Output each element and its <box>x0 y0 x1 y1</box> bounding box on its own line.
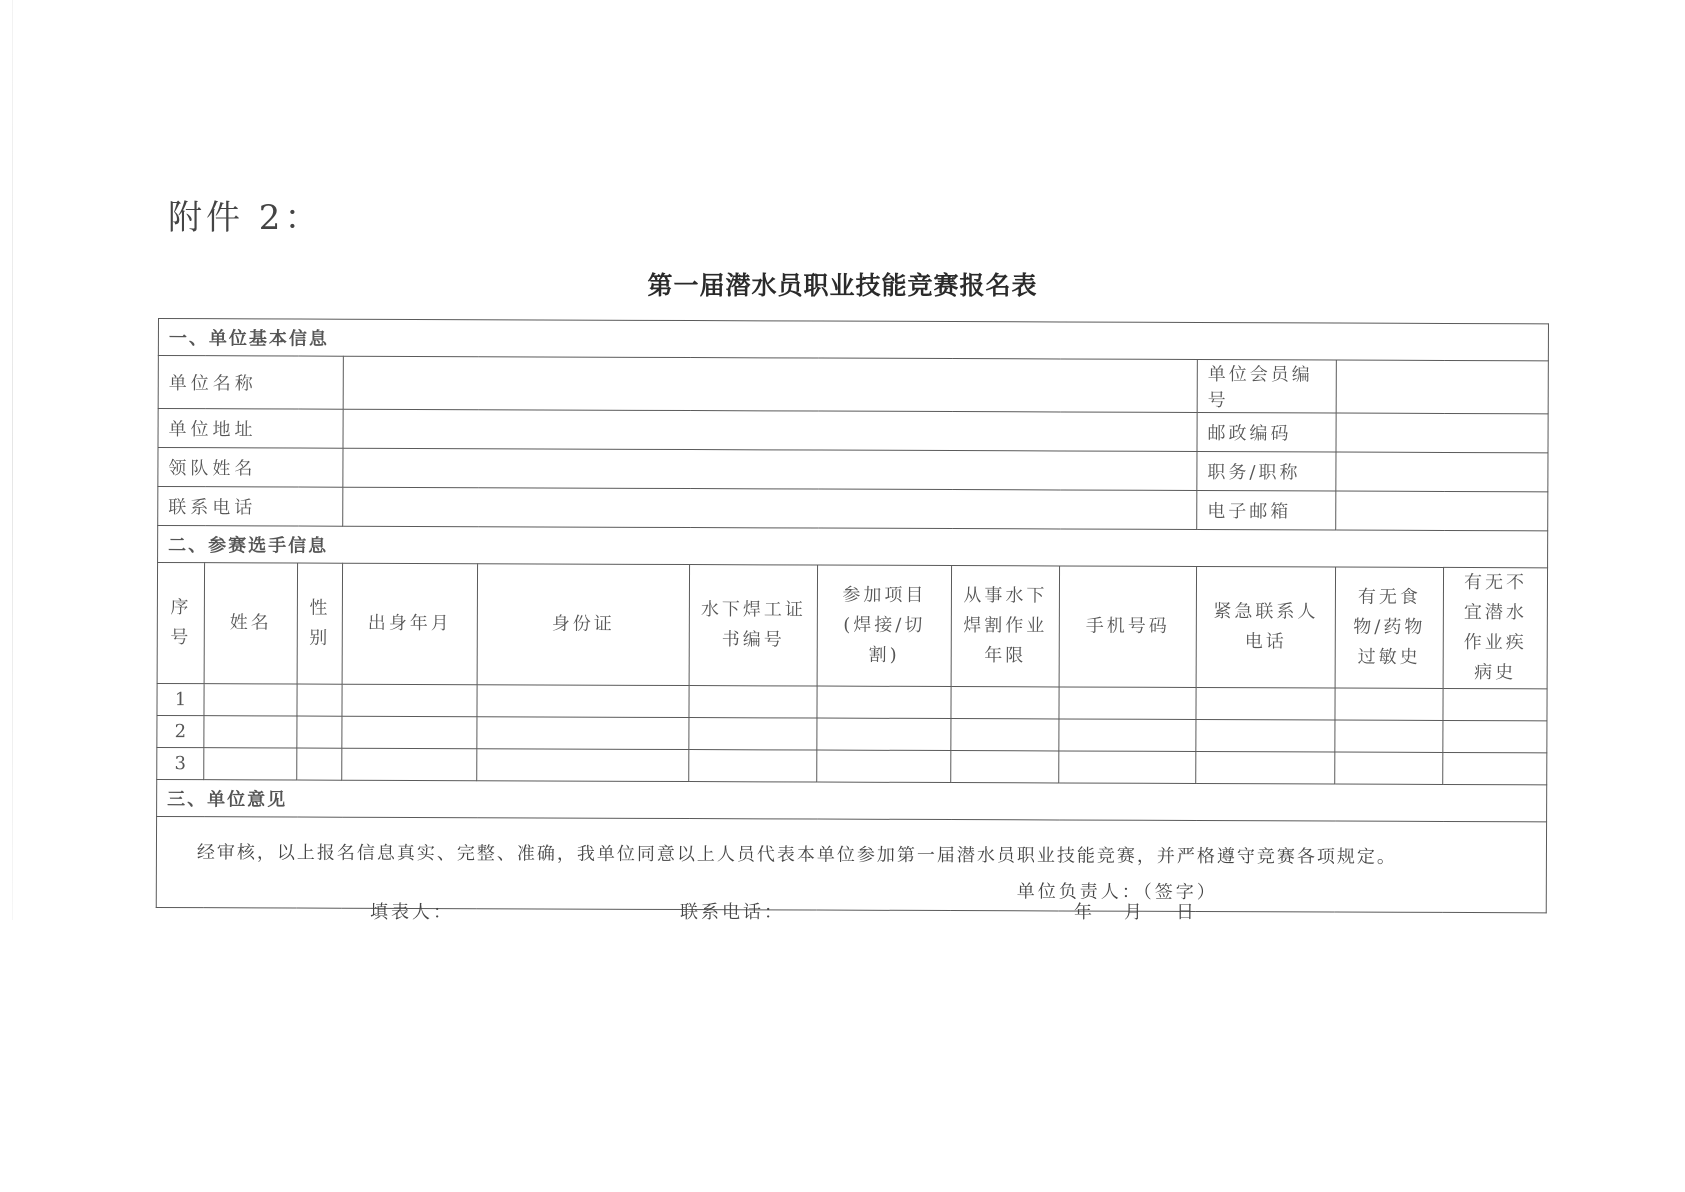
postal-code-field[interactable] <box>1336 413 1548 453</box>
attachment-label: 附件 2： <box>168 198 323 238</box>
col-header-emergency: 紧急联系人电话 <box>1196 566 1335 688</box>
email-field[interactable] <box>1336 491 1548 531</box>
disease-cell[interactable] <box>1443 752 1547 784</box>
day-label: 日 <box>1176 902 1197 923</box>
section2-heading: 二、参赛选手信息 <box>158 526 1548 568</box>
opinion-row <box>156 816 1546 912</box>
mobile-cell[interactable] <box>1059 719 1196 752</box>
unit-address-label: 单位地址 <box>158 409 343 449</box>
mobile-cell[interactable] <box>1059 751 1196 784</box>
col-header-experience: 从事水下焊割作业年限 <box>951 566 1059 687</box>
opinion-box <box>156 816 1546 912</box>
form-title: 第一届潜水员职业技能竞赛报名表 <box>647 271 1038 300</box>
position-title-label: 职务/职称 <box>1197 451 1336 491</box>
col-header-disease: 有无不宜潜水作业疾病史 <box>1443 567 1548 688</box>
section1-heading: 一、单位基本信息 <box>158 319 1548 361</box>
name-cell[interactable] <box>204 748 297 780</box>
birth-cell[interactable] <box>342 716 477 749</box>
experience-cell[interactable] <box>951 719 1059 751</box>
signer-label: 单位负责人：（签字） <box>1016 881 1218 904</box>
disease-cell[interactable] <box>1443 720 1547 752</box>
gender-cell[interactable] <box>297 716 342 748</box>
col-header-birth: 出身年月 <box>342 563 477 685</box>
unit-name-field[interactable] <box>343 356 1197 412</box>
col-header-id-card: 身份证 <box>477 564 689 686</box>
filler-label: 填表人： <box>370 902 454 923</box>
mobile-cell[interactable] <box>1059 687 1196 720</box>
section3-heading-row <box>157 779 1547 821</box>
experience-cell[interactable] <box>951 687 1059 719</box>
unit-info-row <box>158 448 1548 492</box>
name-cell[interactable] <box>204 716 297 748</box>
participant-header-row <box>157 563 1548 689</box>
email-label: 电子邮箱 <box>1197 490 1336 530</box>
allergy-cell[interactable] <box>1335 720 1443 752</box>
col-header-name: 姓名 <box>204 563 297 684</box>
emergency-cell[interactable] <box>1196 719 1335 752</box>
name-cell[interactable] <box>204 684 297 716</box>
birth-cell[interactable] <box>342 684 477 717</box>
welder-cert-cell[interactable] <box>689 750 817 782</box>
contact-phone-label: 联系电话 <box>158 487 343 527</box>
unit-info-row <box>158 356 1548 414</box>
footer-phone-label: 联系电话： <box>680 902 785 923</box>
allergy-cell[interactable] <box>1335 688 1443 720</box>
id-card-cell[interactable] <box>477 749 689 782</box>
welder-cert-cell[interactable] <box>689 718 817 750</box>
col-header-index: 序号 <box>157 563 204 684</box>
leader-name-field[interactable] <box>343 448 1197 490</box>
contact-phone-field[interactable] <box>343 487 1197 529</box>
id-card-cell[interactable] <box>477 717 689 750</box>
year-label: 年 <box>1074 902 1095 923</box>
registration-table <box>156 318 1549 913</box>
event-cell[interactable] <box>817 718 951 751</box>
row-number: 1 <box>157 683 204 715</box>
unit-name-label: 单位名称 <box>158 356 343 410</box>
opinion-statement: 经审核，以上报名信息真实、完整、准确，我单位同意以上人员代表本单位参加第一届潜水员职业技能竞赛，并严格遵守竞赛各项规定。 <box>196 842 1397 868</box>
gender-cell[interactable] <box>297 748 342 780</box>
unit-info-row <box>158 487 1548 531</box>
emergency-cell[interactable] <box>1196 751 1335 784</box>
gender-cell[interactable] <box>297 684 342 716</box>
row-number: 3 <box>157 747 204 779</box>
row-number: 2 <box>157 715 204 747</box>
section1-heading-row <box>158 319 1548 361</box>
id-card-cell[interactable] <box>477 685 689 718</box>
birth-cell[interactable] <box>342 748 477 781</box>
unit-info-row <box>158 409 1548 453</box>
section3-heading: 三、单位意见 <box>157 779 1547 821</box>
scan-edge <box>12 0 13 920</box>
registration-form <box>156 318 1548 913</box>
allergy-cell[interactable] <box>1335 752 1443 784</box>
disease-cell[interactable] <box>1443 688 1547 720</box>
section2-heading-row <box>158 526 1548 568</box>
leader-name-label: 领队姓名 <box>158 448 343 488</box>
postal-code-label: 邮政编码 <box>1197 412 1336 452</box>
participant-row <box>157 683 1547 720</box>
participant-row <box>157 715 1547 752</box>
member-number-field[interactable] <box>1336 360 1548 414</box>
col-header-mobile: 手机号码 <box>1059 566 1196 688</box>
experience-cell[interactable] <box>951 751 1059 783</box>
position-title-field[interactable] <box>1336 452 1548 492</box>
col-header-gender: 性别 <box>297 563 342 684</box>
col-header-allergy: 有无食物/药物过敏史 <box>1335 567 1443 688</box>
emergency-cell[interactable] <box>1196 687 1335 720</box>
unit-address-field[interactable] <box>343 409 1197 451</box>
welder-cert-cell[interactable] <box>689 686 817 718</box>
event-cell[interactable] <box>817 686 951 719</box>
event-cell[interactable] <box>817 750 951 783</box>
col-header-welder-cert: 水下焊工证书编号 <box>689 565 817 686</box>
col-header-event: 参加项目(焊接/切割) <box>817 565 951 687</box>
member-number-label: 单位会员编号 <box>1197 359 1336 413</box>
month-label: 月 <box>1124 902 1145 923</box>
participant-row <box>157 747 1547 784</box>
